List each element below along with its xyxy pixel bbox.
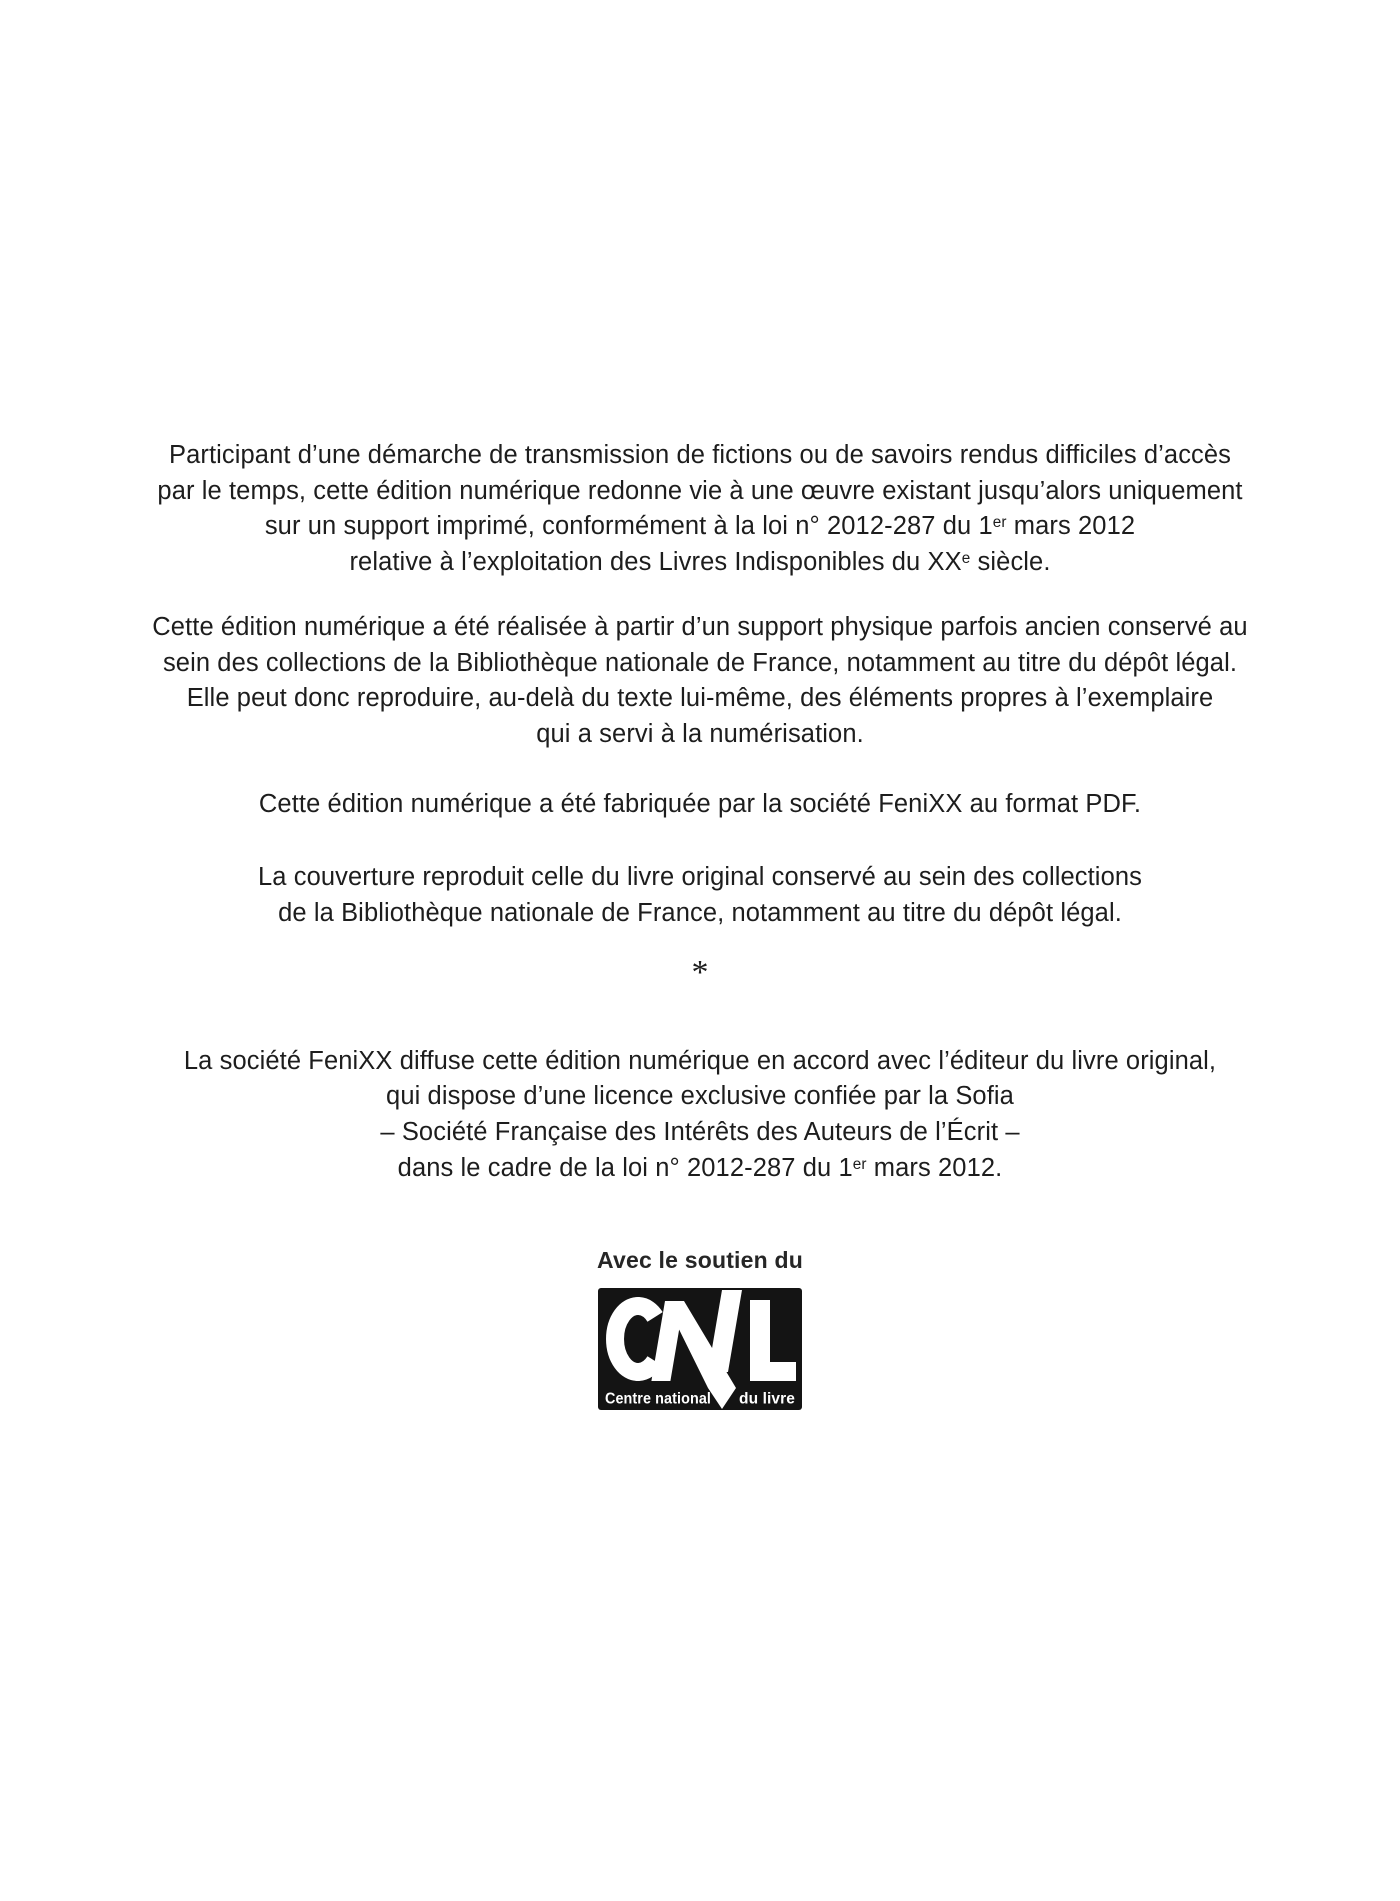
cnl-band-right-label: du livre bbox=[739, 1390, 795, 1408]
cnl-logo bbox=[0, 1288, 1400, 1410]
cnl-band-left-label: Centre national bbox=[605, 1390, 711, 1408]
paragraph-source: Cette édition numérique a été réalisée à partir d’un support physique parfois ancien conservé au sein des collections de la Bibliothèque nationale de France, notamment au titre du dépôt légal. Elle peut donc reproduire, au-delà du texte lui-même, des éléments propres à l’exemplaire qui a servi à la numérisation. bbox=[152, 612, 1248, 748]
paragraph-diffusion: La société FeniXX diffuse cette édition numérique en accord avec l’éditeur du livre original, qui dispose d’une licence exclusive confiée par la Sofia – Société Française des Intérêts des Auteurs de l’Écrit – dans le cadre de la loi n° 2012-287 du 1er mars 2012. bbox=[183, 1046, 1217, 1182]
paragraph-cover: La couverture reproduit celle du livre original conservé au sein des collections de la Bibliothèque nationale de France, notamment au titre du dépôt légal. bbox=[258, 863, 1142, 928]
support-caption: Avec le soutien du bbox=[597, 1246, 803, 1273]
paragraph-fabrication: Cette édition numérique a été fabriquée par la société FeniXX au format PDF. bbox=[258, 789, 1142, 818]
paragraph-transmission: Participant d’une démarche de transmission de fictions ou de savoirs rendus difficiles d’accès par le temps, cette édition numérique redonne vie à une œuvre existant jusqu’alors uniquement sur un support imprimé, conformément à la loi n° 2012-287 du 1er mars 2012 relative à l’exploitation des Livres Indisponibles du XXe siècle. bbox=[157, 441, 1243, 577]
cnl-logo-graphic bbox=[598, 1288, 802, 1410]
separator-asterisk: * bbox=[691, 953, 709, 991]
colophon-text-block bbox=[0, 438, 1400, 1410]
